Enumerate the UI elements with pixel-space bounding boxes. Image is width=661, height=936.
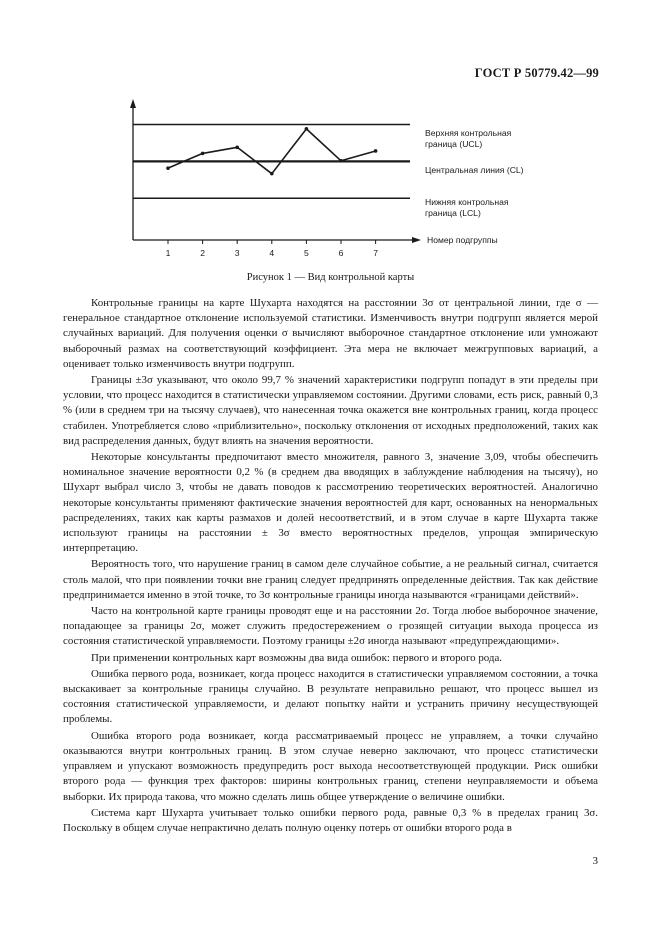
x-tick-label: 1 xyxy=(165,248,171,258)
x-tick-label: 3 xyxy=(234,248,240,258)
paragraph: Ошибка второго рода возникает, когда рассматриваемый процесс не управляем, а точки случайно оказываются внутри контрольных границ. В этом случае неверно заключают, что процесс статистически управляем и упускают возможность предупредить рост выхода несоответствующей продукции. Риск ошибки второго рода — функция трех факторов: ширины контрольных границ, степени неуправляемости и объема выборки. Их природа такова, что можно сделать лишь общее утверждение о величине ошибки. xyxy=(63,729,598,803)
control-chart-figure xyxy=(0,0,661,290)
x-axis-label: Номер подгруппы xyxy=(427,235,498,245)
paragraph: Некоторые консультанты предпочитают вместо множителя, равного 3, значение 3,09, чтобы обеспечить номинальное значение вероятности 0,2 % (в среднем два вводящих в заблуждение наблюдения на тысячу), но Шухарт выбрал число 3, чтобы не давать поводов к рассмотрению теоретических вероятностей. Аналогично некоторые консультанты применяют фактические значения вероятностей для карт, основанных на ненормальных распределениях, таких как карты размахов и долей несоответствий, и в этом случае в карте Шухарта также используют границы на расстоянии ± 3σ вместо вероятностных пределов, упрощая эмпирическую интерпретацию. xyxy=(63,451,598,555)
paragraph: При применении контрольных карт возможны два вида ошибок: первого и второго рода. xyxy=(91,651,503,664)
control-chart xyxy=(0,0,661,290)
data-point xyxy=(270,172,274,176)
data-point xyxy=(201,152,205,156)
x-tick-label: 6 xyxy=(338,248,344,258)
data-point xyxy=(305,127,309,131)
paragraph: Система карт Шухарта учитывает только ошибки первого рода, равные 0,3 % в пределах границ 3σ. Поскольку в общем случае непрактично делать полную оценку потерь от ошибки второго рода в xyxy=(63,806,598,834)
body-text xyxy=(63,296,598,837)
paragraph: Ошибка первого рода, возникает, когда процесс находится в статистически управляемом состоянии, а точка выскакивает за контрольные границы случайно. В результате неправильно решают, что процесс вышел из состояния статистической управляемости, и делают попытку найти и устранить причину несуществующей проблемы. xyxy=(63,667,598,726)
paragraph: Часто на контрольной карте границы проводят еще и на расстоянии 2σ. Тогда любое выборочное значение, попадающее за границы 2σ, может служить предостережением о грозящей ситуации выхода процесса из состояния статистической управляемости. Поэтому границы ±2σ иногда называют «предупреждающими». xyxy=(63,605,598,648)
x-tick-label: 7 xyxy=(373,248,378,258)
page-number: 3 xyxy=(592,855,598,867)
lcl-label-line1: Нижняя контрольная xyxy=(425,197,509,207)
data-point xyxy=(235,145,239,149)
data-point xyxy=(166,166,170,170)
data-point xyxy=(339,159,343,163)
series-line xyxy=(168,129,376,174)
ucl-label-line1: Верхняя контрольная xyxy=(425,128,512,138)
x-axis-arrow xyxy=(412,237,421,243)
lcl-label-line2: граница (LCL) xyxy=(425,208,481,218)
cl-label: Центральная линия (CL) xyxy=(425,165,524,175)
paragraph: Границы ±3σ указывают, что около 99,7 % значений характеристики подгрупп попадут в эти пределы при условии, что процесс находится в статистически управляемом состоянии. Другими словами, есть риск, равный 0,3 % (или в среднем три на тысячу случаев), что нанесенная точка окажется вне контрольных границ, когда процесс стабилен. Употребляется слово «приблизительно», поскольку отклонения от исходных предположений, таких как вид распределения данных, будут влиять на значения вероятности. xyxy=(63,374,598,447)
x-tick-labels xyxy=(166,240,379,258)
paragraph: Вероятность того, что нарушение границ в самом деле случайное событие, а не реальный сигнал, считается столь малой, что при появлении точки вне границ следует предпринять определенные действия. Так как действие предпринимается именно в этой точке, то 3σ контрольные границы иногда называются «границами действий». xyxy=(63,558,598,601)
paragraph: Контрольные границы на карте Шухарта находятся на расстоянии 3σ от центральной линии, где σ — генеральное стандартное отклонение используемой статистики. Изменчивость внутри подгрупп является мерой случайных вариаций. Для получения оценки σ вычисляют выборочное стандартное отклонение или умножают выборочный размах на соответствующий коэффициент. Эта мера не включает межгрупповых вариаций, а оценивает только изменчивость внутри подгрупп. xyxy=(63,297,598,370)
x-tick-label: 5 xyxy=(304,248,309,258)
data-point xyxy=(374,149,378,153)
y-axis-arrow xyxy=(130,99,136,108)
figure-caption: Рисунок 1 — Вид контрольной карты xyxy=(246,272,415,283)
standard-header: ГОСТ Р 50779.42—99 xyxy=(474,66,599,80)
chart-axes xyxy=(130,99,421,243)
ucl-label-line2: граница (UCL) xyxy=(425,139,483,149)
x-tick-label: 2 xyxy=(200,248,205,258)
chart-series xyxy=(166,127,377,175)
x-tick-label: 4 xyxy=(269,248,275,258)
control-lines xyxy=(133,125,410,199)
